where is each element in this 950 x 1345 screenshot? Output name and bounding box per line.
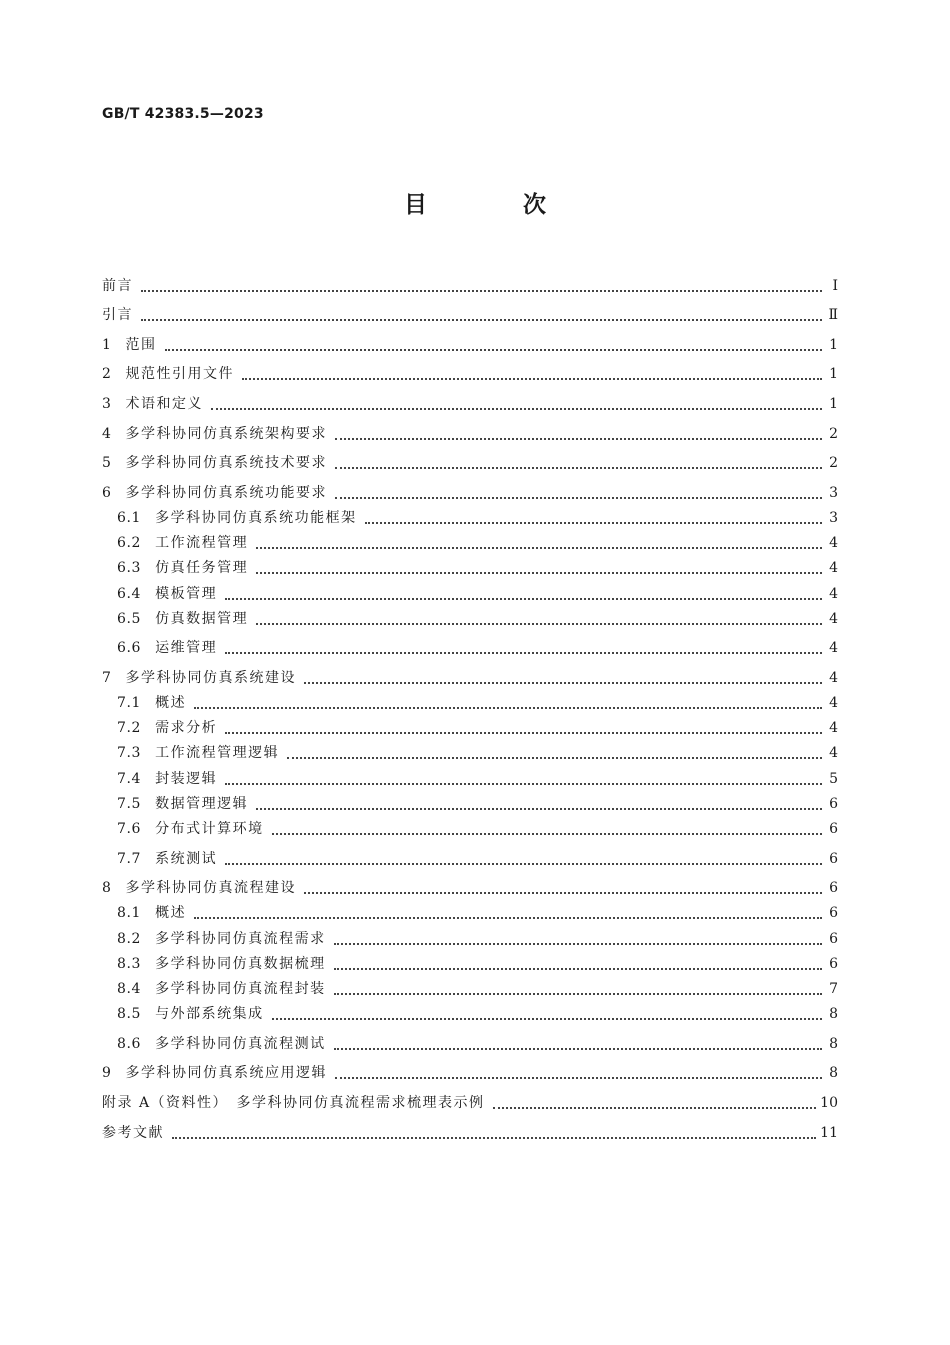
toc-entry-page: 2 [829,425,838,442]
toc-entry[interactable] [102,972,838,997]
toc-entry-page: 4 [829,720,838,737]
toc-leader-dots [272,821,822,835]
toc-entry-number: 7 [102,669,112,686]
toc-entry-page: 6 [829,930,838,947]
toc-entry-title: 数据管理逻辑 [155,795,249,812]
toc-entry-title: 封装逻辑 [155,770,218,787]
toc-entry-number: 8.2 [117,930,142,947]
toc-entry-title: 多学科协同仿真系统功能要求 [125,484,328,501]
toc-leader-dots [493,1095,817,1109]
toc-entry-title: 多学科协同仿真系统建设 [125,669,297,686]
toc-entry-page: 1 [829,336,838,353]
toc-leader-dots [225,586,822,600]
toc-entry-page: 8 [829,1065,838,1082]
toc-entry-number: 6.2 [117,535,142,552]
toc-leader-dots [256,796,822,810]
toc-entry-page: 6 [829,821,838,837]
toc-entry-title: 附录 A（资料性） 多学科协同仿真流程需求梳理表示例 [102,1094,485,1111]
toc-entry-page: 3 [829,509,838,526]
toc-leader-dots [225,851,822,865]
toc-leader-dots [272,1006,822,1020]
toc-entry[interactable] [102,837,838,867]
toc-entry-number: 6.4 [117,585,142,602]
toc-leader-dots [335,455,822,469]
toc-entry-number: 7.1 [117,695,142,712]
toc-entry-title: 多学科协同仿真系统应用逻辑 [125,1065,328,1082]
toc-entry-title: 需求分析 [155,720,218,737]
toc-entry-page: 10 [820,1094,838,1111]
toc-entry-page: 6 [829,880,838,897]
toc-entry-number: 5 [102,455,112,472]
toc-entry[interactable] [102,896,838,921]
toc-entry[interactable] [102,294,838,324]
toc-entry-page: 6 [829,795,838,812]
toc-leader-dots [242,366,822,380]
toc-entry-number: 7.7 [117,850,142,867]
toc-entry-title: 引言 [102,307,133,324]
toc-leader-dots [172,1125,816,1139]
table-of-contents [102,264,838,1141]
toc-entry-title: 与外部系统集成 [155,1006,264,1023]
toc-entry-title: 规范性引用文件 [125,366,235,383]
toc-entry-page: 8 [829,1006,838,1023]
toc-leader-dots [334,981,822,995]
toc-entry-title: 分布式计算环境 [155,821,264,837]
toc-leader-dots [256,560,822,574]
toc-entry-number: 8 [102,880,112,897]
toc-leader-dots [141,307,822,321]
toc-entry[interactable] [102,442,838,472]
toc-entry[interactable] [102,602,838,627]
toc-leader-dots [211,396,822,410]
toc-entry-number: 7.6 [117,821,142,837]
toc-entry[interactable] [102,1052,838,1082]
toc-entry[interactable] [102,323,838,353]
toc-entry-page: 4 [829,585,838,602]
toc-entry[interactable] [102,1111,838,1141]
toc-entry[interactable] [102,412,838,442]
toc-entry-page: 11 [820,1124,838,1141]
toc-entry-title: 概述 [155,905,187,922]
toc-entry-page: 5 [829,770,838,787]
toc-leader-dots [287,745,822,759]
toc-entry-page: 1 [829,366,838,383]
toc-entry-page: 7 [829,980,838,997]
toc-entry-title: 系统测试 [155,850,218,867]
toc-entry-title: 多学科协同仿真流程建设 [125,880,297,897]
toc-entry-title: 运维管理 [155,640,218,657]
toc-entry[interactable] [102,997,838,1022]
toc-entry-title: 多学科协同仿真系统功能框架 [155,509,357,526]
toc-leader-dots [141,278,822,292]
toc-leader-dots [225,640,822,654]
toc-entry-number: 8.1 [117,905,142,922]
toc-entry-page: 2 [829,455,838,472]
toc-entry-number: 3 [102,395,112,412]
toc-entry-number: 7.5 [117,795,142,812]
toc-entry-title: 范围 [125,336,157,353]
toc-entry[interactable] [102,382,838,412]
toc-leader-dots [256,611,822,625]
toc-entry-number: 6.1 [117,509,142,526]
toc-entry[interactable] [102,353,838,383]
toc-leader-dots [335,426,822,440]
toc-entry-title: 多学科协同仿真数据梳理 [155,955,326,972]
toc-entry-title: 工作流程管理 [155,535,249,552]
toc-entry[interactable] [102,471,838,501]
toc-entry[interactable] [102,501,838,526]
toc-entry-number: 7.2 [117,720,142,737]
toc-entry-number: 4 [102,425,112,442]
toc-entry-page: 4 [829,560,838,577]
toc-entry-page: 4 [829,745,838,762]
toc-entry[interactable] [102,551,838,576]
toc-entry-number: 2 [102,366,112,383]
toc-leader-dots [334,956,822,970]
toc-entry-number: 6.3 [117,560,142,577]
toc-entry[interactable] [102,1081,838,1111]
toc-entry-page: 4 [829,669,838,686]
toc-entry[interactable] [102,711,838,736]
toc-entry-title: 工作流程管理逻辑 [155,745,280,762]
toc-leader-dots [194,695,822,709]
toc-entry-number: 6.6 [117,640,142,657]
toc-entry[interactable] [102,264,838,294]
toc-entry[interactable] [102,686,838,711]
toc-entry-page: Ⅱ [828,307,838,324]
toc-entry-title: 参考文献 [102,1124,164,1141]
toc-entry[interactable] [102,526,838,551]
toc-leader-dots [225,720,822,734]
toc-entry-number: 6.5 [117,610,142,627]
toc-leader-dots [304,670,822,684]
toc-entry-title: 多学科协同仿真系统技术要求 [125,455,328,472]
toc-leader-dots [334,1036,822,1050]
toc-leader-dots [334,931,822,945]
toc-entry-number: 8.3 [117,955,142,972]
toc-entry[interactable] [102,761,838,786]
toc-entry[interactable] [102,947,838,972]
toc-entry-title: 仿真数据管理 [155,610,249,627]
toc-leader-dots [225,771,822,785]
toc-entry-page: 4 [829,610,838,627]
toc-leader-dots [335,1065,822,1079]
toc-entry-title: 多学科协同仿真流程封装 [155,980,326,997]
toc-entry[interactable] [102,812,838,837]
toc-entry-page: 1 [829,395,838,412]
toc-leader-dots [304,880,822,894]
page-title: 目 次 [403,192,590,218]
toc-entry-number: 8.5 [117,1006,142,1023]
toc-entry-page: 8 [829,1035,838,1052]
toc-entry-page: 4 [829,695,838,712]
toc-entry[interactable] [102,576,838,601]
toc-entry-title: 多学科协同仿真流程需求 [155,930,326,947]
toc-entry-page: 4 [829,535,838,552]
toc-leader-dots [335,485,822,499]
toc-entry-title: 多学科协同仿真系统架构要求 [125,425,328,442]
toc-entry[interactable] [102,867,838,897]
toc-entry[interactable] [102,1022,838,1052]
toc-entry[interactable] [102,921,838,946]
toc-entry-title: 前言 [102,277,133,294]
toc-entry-number: 6 [102,484,112,501]
standard-code: GB/T 42383.5—2023 [102,106,264,122]
toc-entry-title: 术语和定义 [125,395,204,412]
toc-leader-dots [165,337,822,351]
toc-entry[interactable] [102,787,838,812]
toc-entry[interactable] [102,736,838,761]
toc-entry-number: 7.4 [117,770,142,787]
toc-entry-page: 4 [829,640,838,657]
toc-entry-number: 8.6 [117,1035,142,1052]
toc-leader-dots [194,905,822,919]
toc-entry-page: 6 [829,905,838,922]
toc-entry-title: 模板管理 [155,585,218,602]
toc-entry-page: 6 [829,850,838,867]
toc-entry-number: 9 [102,1065,112,1082]
toc-entry[interactable] [102,627,838,657]
toc-entry-number: 8.4 [117,980,142,997]
toc-leader-dots [256,535,822,549]
toc-entry-page: Ⅰ [832,277,838,294]
toc-entry-title: 多学科协同仿真流程测试 [155,1035,326,1052]
toc-entry-title: 概述 [155,695,187,712]
toc-entry-number: 7.3 [117,745,142,762]
toc-entry-number: 1 [102,336,112,353]
toc-entry-page: 6 [829,955,838,972]
toc-entry-page: 3 [829,484,838,501]
toc-entry[interactable] [102,656,838,686]
toc-leader-dots [365,510,822,524]
toc-entry-title: 仿真任务管理 [155,560,249,577]
